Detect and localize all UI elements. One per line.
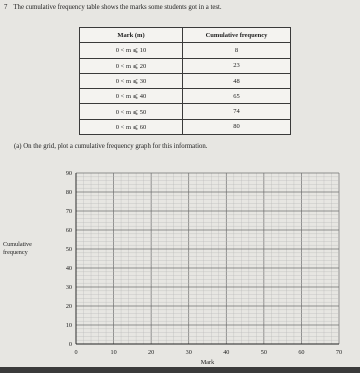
x-tick-label: 0: [74, 349, 78, 356]
part-a-text: On the grid, plot a cumulative frequency graph for this information.: [23, 143, 208, 150]
frequency-cell: 80: [183, 119, 291, 134]
y-tick-label: 20: [65, 303, 72, 310]
frequency-cell: 8: [183, 43, 291, 58]
frequency-cell: 65: [183, 89, 291, 104]
x-tick-label: 50: [260, 349, 267, 356]
mark-cell: 0 < m ⩽ 10: [80, 43, 183, 58]
frequency-cell: 74: [183, 104, 291, 119]
header-mark: Mark (m): [80, 28, 183, 43]
y-tick-label: 80: [65, 189, 72, 196]
y-tick-label: 70: [65, 208, 72, 215]
x-tick-label: 30: [185, 349, 192, 356]
mark-cell: 0 < m ⩽ 60: [80, 119, 183, 134]
mark-cell: 0 < m ⩽ 20: [80, 58, 183, 73]
bottom-edge-bar: [0, 367, 360, 373]
header-cumulative-frequency: Cumulative frequency: [183, 28, 291, 43]
y-tick-label: 90: [65, 170, 72, 177]
y-tick-label: 30: [65, 284, 72, 291]
frequency-cell: 23: [183, 58, 291, 73]
y-tick-label: 0: [68, 341, 72, 348]
y-tick-labels: [66, 170, 72, 348]
question-number: 7: [4, 4, 8, 11]
y-tick-label: 40: [65, 265, 72, 272]
mark-cell: 0 < m ⩽ 40: [80, 89, 183, 104]
y-tick-label: 50: [65, 246, 72, 253]
frequency-cell: 48: [183, 73, 291, 88]
question-text: The cumulative frequency table shows the marks some students got in a test.: [13, 4, 222, 11]
x-tick-labels: [74, 349, 342, 356]
x-tick-label: 70: [335, 349, 343, 356]
mark-cell: 0 < m ⩽ 30: [80, 73, 183, 88]
x-tick-label: 40: [223, 349, 230, 356]
y-axis-label-line1: Cumulative: [3, 241, 32, 248]
y-tick-label: 60: [65, 227, 72, 234]
x-axis-label: Mark: [200, 359, 215, 366]
mark-cell: 0 < m ⩽ 50: [80, 104, 183, 119]
y-tick-label: 10: [65, 322, 72, 329]
x-tick-label: 60: [298, 349, 305, 356]
x-tick-label: 10: [110, 349, 117, 356]
part-a-label: (a): [14, 143, 22, 150]
grid-lines: [76, 173, 339, 344]
y-axis-label-line2: frequency: [3, 249, 28, 256]
x-tick-label: 20: [148, 349, 155, 356]
